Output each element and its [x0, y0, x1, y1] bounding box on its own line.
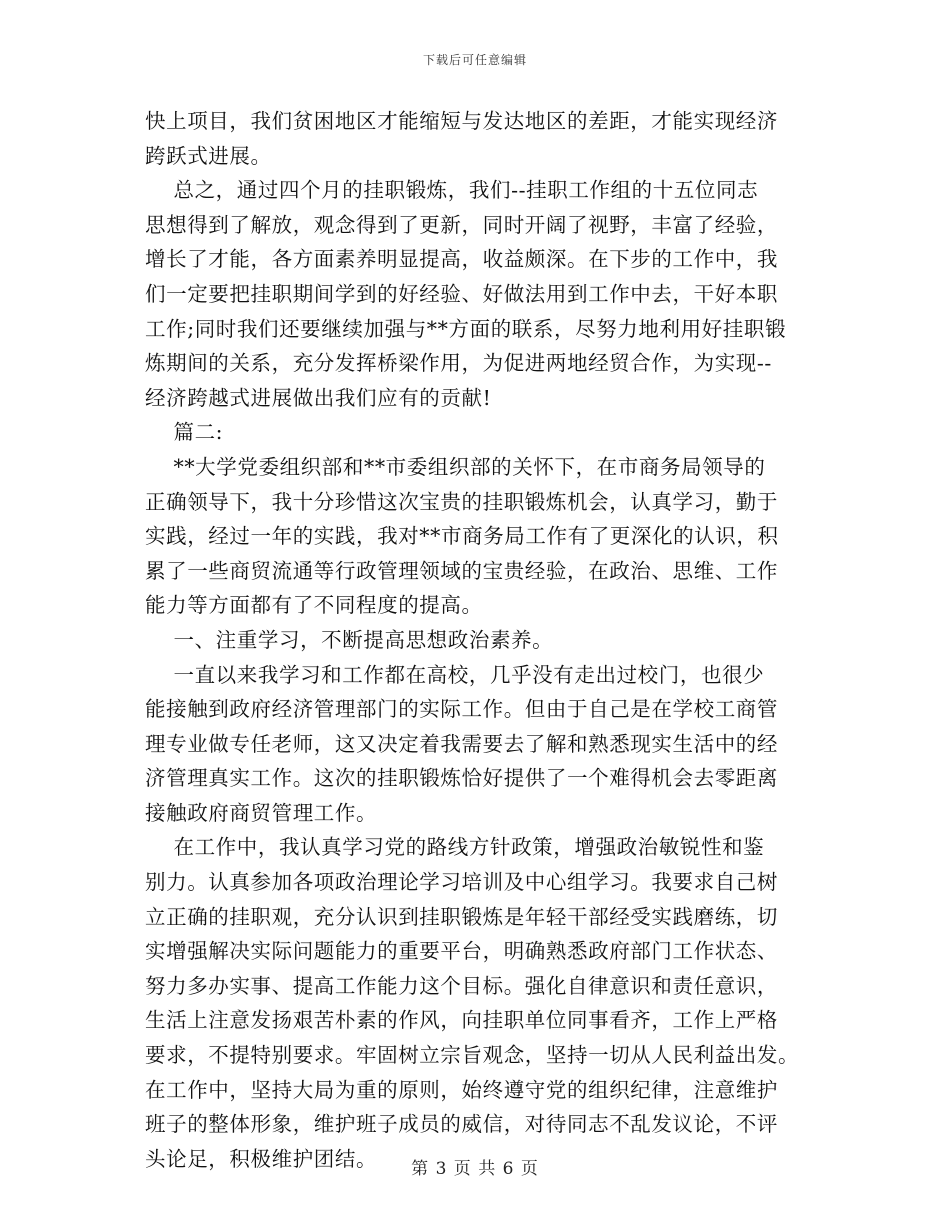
text-line: 在工作中，坚持大局为重的原则，始终遵守党的组织纪律，注意维护: [145, 1077, 778, 1102]
text-line: 思想得到了解放，观念得到了更新，同时开阔了视野，丰富了经验，: [145, 212, 778, 237]
document-body: [145, 104, 805, 1176]
text-line: 努力多办实事、提高工作能力这个目标。强化自律意识和责任意识，: [145, 973, 778, 998]
text-line: 累了一些商贸流通等行政管理领域的宝贵经验，在政治、思维、工作: [145, 558, 778, 583]
text-line: 总之，通过四个月的挂职锻炼，我们--挂职工作组的十五位同志: [145, 178, 759, 203]
text-line: 要求，不提特别要求。牢固树立宗旨观念，坚持一切从人民利益出发。: [145, 1043, 800, 1068]
text-line: **大学党委组织部和**市委组织部的关怀下，在市商务局领导的: [145, 454, 766, 479]
text-line: 篇二:: [145, 420, 224, 445]
text-line: 增长了才能，各方面素养明显提高，收益颇深。在下步的工作中，我: [145, 247, 778, 272]
text-line: 济管理真实工作。这次的挂职锻炼恰好提供了一个难得机会去零距离: [145, 766, 778, 791]
page-header: 下载后可任意编辑: [422, 53, 527, 67]
text-line: 工作;同时我们还要继续加强与**方面的联系，尽努力地利用好挂职锻: [145, 316, 787, 341]
text-line: 一直以来我学习和工作都在高校，几乎没有走出过校门，也很少: [145, 662, 765, 687]
text-line: 正确领导下，我十分珍惜这次宝贵的挂职锻炼机会，认真学习，勤于: [145, 489, 778, 514]
text-line: 立正确的挂职观，充分认识到挂职锻炼是年轻干部经受实践磨练，切: [145, 904, 778, 929]
text-line: 跨跃式进展。: [145, 143, 272, 168]
text-line: 经济跨越式进展做出我们应有的贡献!: [145, 385, 492, 410]
text-line: 一、注重学习，不断提高思想政治素养。: [145, 627, 554, 652]
text-line: 实增强解决实际问题能力的重要平台，明确熟悉政府部门工作状态、: [145, 939, 778, 964]
text-line: 班子的整体形象，维护班子成员的威信，对待同志不乱发议论，不评: [145, 1112, 778, 1137]
text-line: 别力。认真参加各项政治理论学习培训及中心组学习。我要求自己树: [145, 870, 778, 895]
text-line: 头论足，积极维护团结。: [145, 1146, 378, 1171]
text-line: 理专业做专任老师，这又决定着我需要去了解和熟悉现实生活中的经: [145, 731, 778, 756]
text-line: 炼期间的关系，充分发挥桥梁作用，为促进两地经贸合作，为实现--: [145, 351, 772, 376]
text-line: 们一定要把挂职期间学到的好经验、好做法用到工作中去，干好本职: [145, 281, 778, 306]
text-line: 能接触到政府经济管理部门的实际工作。但由于自己是在学校工商管: [145, 697, 778, 722]
text-line: 生活上注意发扬艰苦朴素的作风，向挂职单位同事看齐，工作上严格: [145, 1008, 778, 1033]
text-line: 能力等方面都有了不同程度的提高。: [145, 593, 483, 618]
text-line: 实践，经过一年的实践，我对**市商务局工作有了更深化的认识，积: [145, 524, 779, 549]
text-line: 接触政府商贸管理工作。: [145, 800, 378, 825]
text-line: 快上项目，我们贫困地区才能缩短与发达地区的差距，才能实现经济: [145, 109, 778, 133]
text-line: 在工作中，我认真学习党的路线方针政策，增强政治敏锐性和鉴: [145, 835, 765, 860]
page-footer: 第 3 页 共 6 页: [411, 1159, 539, 1179]
